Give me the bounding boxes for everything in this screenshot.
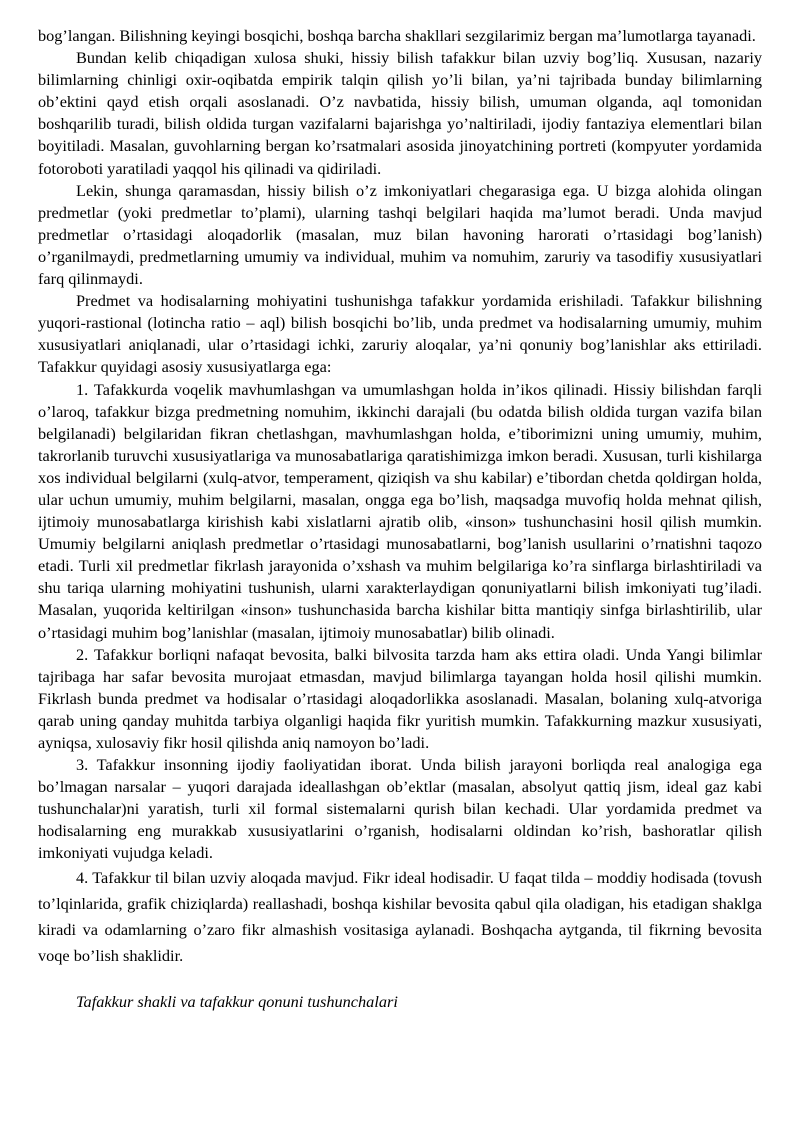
list-item-feature-2: 2. Tafakkur borliqni nafaqat bevosita, balki bilvosita tarzda ham aks ettira oladi. Unda Yangi bilimlar tajribaga har safar bevosita murojaat etmasdan, mavjud bilimlarga tayangan holda hosil qilishi mumkin. Fikrlash bunda predmet va hodisalar o’rtasidagi aloqadorlikka asoslanadi. Masalan, bolaning xulq-atvoriga qarab uning qanday muhitda tarbiya olganligi haqida fikr yuritish mumkin. Tafakkurning mazkur xususiyati, ayniqsa, xulosaviy fikr hosil qilishda aniq namoyon bo’ladi. [38,644,762,752]
section-heading: Tafakkur shakli va tafakkur qonuni tushunchalari [76,991,398,1011]
paragraph-sensory-cognition: Bundan kelib chiqadigan xulosa shuki, hissiy bilish tafakkur bilan uzviy bog’liq. Xususan, nazariy bilimlarning chinligi oxir-oqibatda empirik talqin qilish yo’li bilan, ya’ni tajribada bunday bilimlarning ob’ektini qayd etish orqali asoslanadi. O’z navbatida, hissiy bilish, umuman olganda, aql tomonidan boshqarilib turadi, bilish oldida turgan vazifalarni bajarishga yo’naltiriladi, ijodiy fantaziya elementlari bilan boyitiladi. Masalan, guvohlarning bergan ko’rsatmalari asosida jinoyatchining portreti (kompyuter yordamida fotoroboti yaratiladi yaqqol his qilinadi va qidiriladi. [38,48,762,178]
paragraph-continuation: bog’langan. Bilishning keyingi bosqichi, boshqa barcha shakllari sezgilarimiz bergan ma’lumotlarga tayanadi. [38,26,756,45]
paragraph-thinking-definition: Predmet va hodisalarning mohiyatini tushunishga tafakkur yordamida erishiladi. Tafakkur bilishning yuqori-rastional (lotincha ratio – aql) bilish bosqichi bo’lib, unda predmet va hodisalarning umumiy, muhim xususiyatlari aniqlanadi, ular o’rtasidagi ichki, zaruriy aloqalar, ya’ni qonuniy bog’lanishlar aks ettiriladi. Tafakkur quyidagi asosiy xususiyatlarga ega: [38,291,762,377]
list-item-feature-4: 4. Tafakkur til bilan uzviy aloqada mavjud. Fikr ideal hodisadir. U faqat tilda – moddiy hodisada (tovush to’lqinlarida, grafik chiziqlarda) reallashadi, boshqa kishilar bevosita qabul qila oladigan, his etadigan shaklga kiradi va odamlarning o’zaro fikr almashish vositasiga aylanadi. Boshqacha aytganda, til fikrning bevosita voqe bo’lish shaklidir. [38,867,762,965]
paragraph-sensory-limits: Lekin, shunga qaramasdan, hissiy bilish o’z imkoniyatlari chegarasiga ega. U bizga alohida olingan predmetlar (yoki predmetlar to’plami), ularning tashqi belgilari haqida ma’lumot beradi. Unda mavjud predmetlar o’rtasidagi aloqadorlik (masalan, muz bilan havoning harorati o’rtasidagi bog’lanish) o’rganilmaydi, predmetlarning umumiy va individual, muhim va nomuhim, zaruriy va tasodifiy xususiyatlari farq qilinmaydi. [38,180,762,289]
list-item-feature-1: 1. Tafakkurda voqelik mavhumlashgan va umumlashgan holda in’ikos qilinadi. Hissiy bilishdan farqli o’laroq, tafakkur bizga predmetning nomuhim, ikkinchi darajali (bu odatda bilish oldida turgan vazifa bilan belgilanadi) belgilaridan fikran chetlashgan, mavhumlashgan holda, e’tiborimizni uning umumiy, muhim, takrorlanib turuvchi xususiyatlariga va munosabatlariga qaratishimizga imkon beradi. Xususan, turli kishilarga xos individual belgilarni (xulq-atvor, temperament, qiziqish va shu kabilar) e’tibordan chetda qoldirgan holda, ular uchun umumiy, muhim belgilarni, masalan, ongga ega bo’lish, maqsadga muvofiq holda mehnat qilish, ijtimoiy munosabatlarga kirishish kabi xislatlarni ajratib olib, «inson» tushunchasini hosil qilish mumkin. Umumiy belgilarni aniqlash predmetlar o’rtasidagi munosabatlarni, bog’lanish usullarini o’rnatishni taqozo etadi. Turli xil predmetlar fikrlash jarayonida o’xshash va muhim belgilariga ko’ra sinflarga birlashtiriladi va shu tariqa ularning mohiyatini tushunish, ularni xarakterlaydigan qonuniyatlarni bilish imkoniyati tug’iladi. Masalan, yuqorida keltirilgan «inson» tushunchasida barcha kishilar bitta mantiqiy sinfga birlashtirilib, ular o’rtasidagi muhim bog’lanishlar (masalan, ijtimoiy munosabatlar) bilib olinadi. [38,379,762,642]
list-item-feature-3: 3. Tafakkur insonning ijodiy faoliyatidan iborat. Unda bilish jarayoni borliqda real analogiga ega bo’lmagan narsalar – yuqori darajada ideallashgan ob’ektlar (masalan, absolyut qattiq jism, ideal gaz kabi tushunchalar)ni yaratish, turli xil formal sistemalarni qurish bilan kechadi. Ular yordamida predmet va hodisalarning eng murakkab xususiyatlarini o’rganish, hodisalarni oldindan ko’rish, bashoratlar qilish imkoniyati vujudga keladi. [38,755,762,863]
